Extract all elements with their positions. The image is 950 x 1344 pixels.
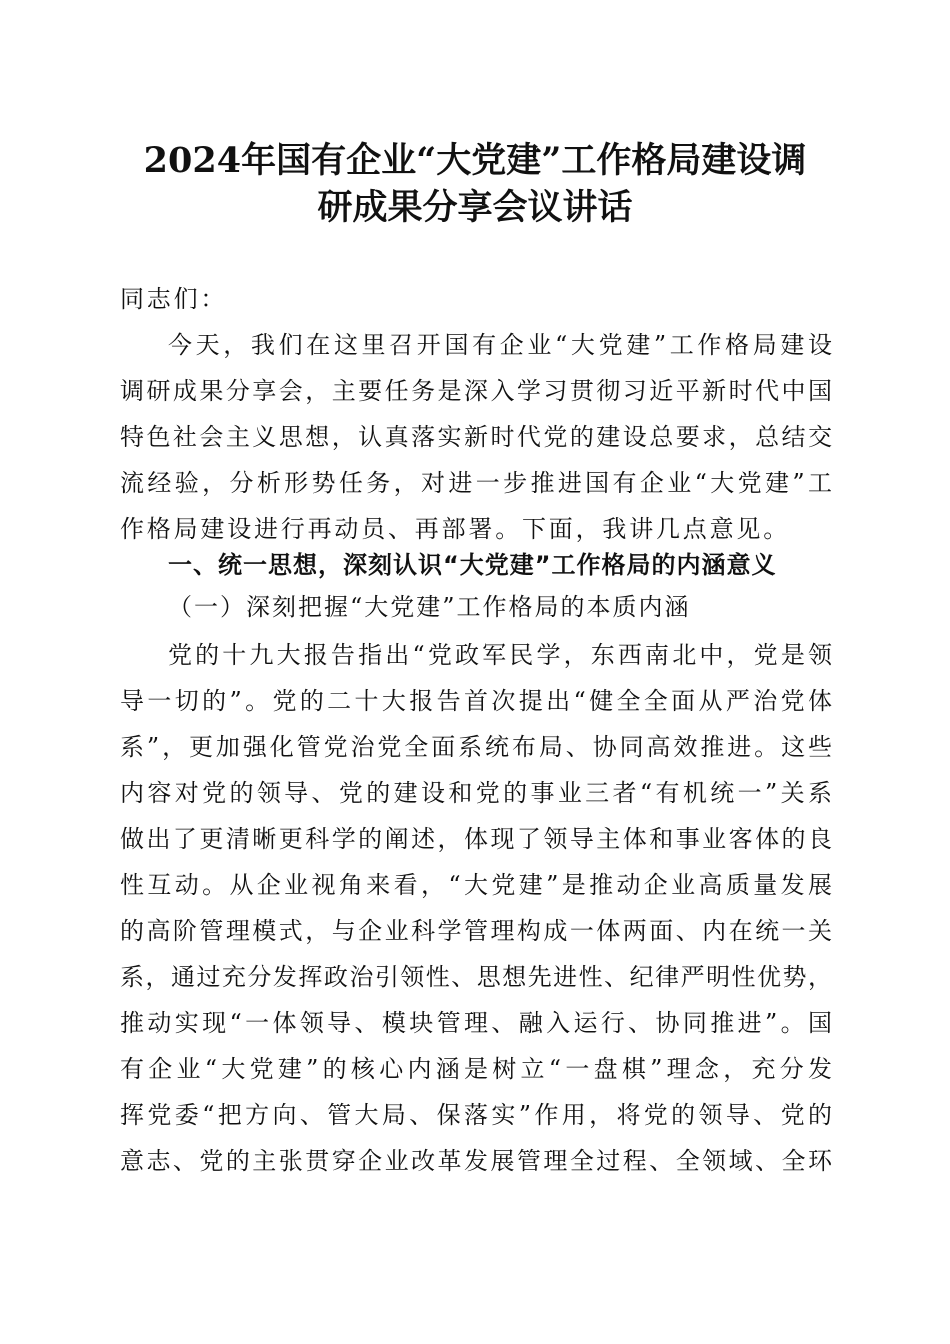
body-line: 性互动。从企业视角来看，“大党建”是推动企业高质量发展 bbox=[120, 871, 832, 899]
intro-line: 作格局建设进行再动员、再部署。下面，我讲几点意见。 bbox=[120, 515, 790, 543]
body-line: 推动实现“一体领导、模块管理、融入运行、协同推进”。国 bbox=[120, 1009, 832, 1037]
body-line: 内容对党的领导、党的建设和党的事业三者“有机统一”关系 bbox=[120, 779, 832, 807]
section-heading: 一、统一思想，深刻认识“大党建”工作格局的内涵意义 bbox=[168, 551, 777, 579]
body-line: 导一切的”。党的二十大报告首次提出“健全全面从严治党体 bbox=[120, 687, 832, 715]
document-title-line-1: 2024年国有企业“大党建”工作格局建设调 bbox=[143, 140, 807, 181]
intro-line: 特色社会主义思想，认真落实新时代党的建设总要求，总结交 bbox=[120, 423, 832, 451]
body-line: 挥党委“把方向、管大局、保落实”作用，将党的领导、党的 bbox=[120, 1101, 832, 1129]
body-line: 的高阶管理模式，与企业科学管理构成一体两面、内在统一关 bbox=[120, 917, 832, 945]
body-line: 系，通过充分发挥政治引领性、思想先进性、纪律严明性优势， bbox=[120, 963, 832, 991]
subsection-heading: （一）深刻把握“大党建”工作格局的本质内涵 bbox=[168, 593, 691, 621]
body-line: 有企业“大党建”的核心内涵是树立“一盘棋”理念，充分发 bbox=[120, 1055, 832, 1083]
document-title-line-2: 研成果分享会议讲话 bbox=[317, 187, 633, 228]
intro-line: 调研成果分享会，主要任务是深入学习贯彻习近平新时代中国 bbox=[120, 377, 832, 405]
body-line: 党的十九大报告指出“党政军民学，东西南北中，党是领 bbox=[168, 641, 832, 669]
intro-line: 流经验，分析形势任务，对进一步推进国有企业“大党建”工 bbox=[120, 469, 832, 497]
body-line: 做出了更清晰更科学的阐述，体现了领导主体和事业客体的良 bbox=[120, 825, 832, 853]
body-line: 系”，更加强化管党治党全面系统布局、协同高效推进。这些 bbox=[120, 733, 832, 761]
intro-line: 今天，我们在这里召开国有企业“大党建”工作格局建设 bbox=[168, 331, 832, 359]
salutation: 同志们： bbox=[120, 285, 228, 313]
body-line: 意志、党的主张贯穿企业改革发展管理全过程、全领域、全环 bbox=[120, 1147, 832, 1175]
